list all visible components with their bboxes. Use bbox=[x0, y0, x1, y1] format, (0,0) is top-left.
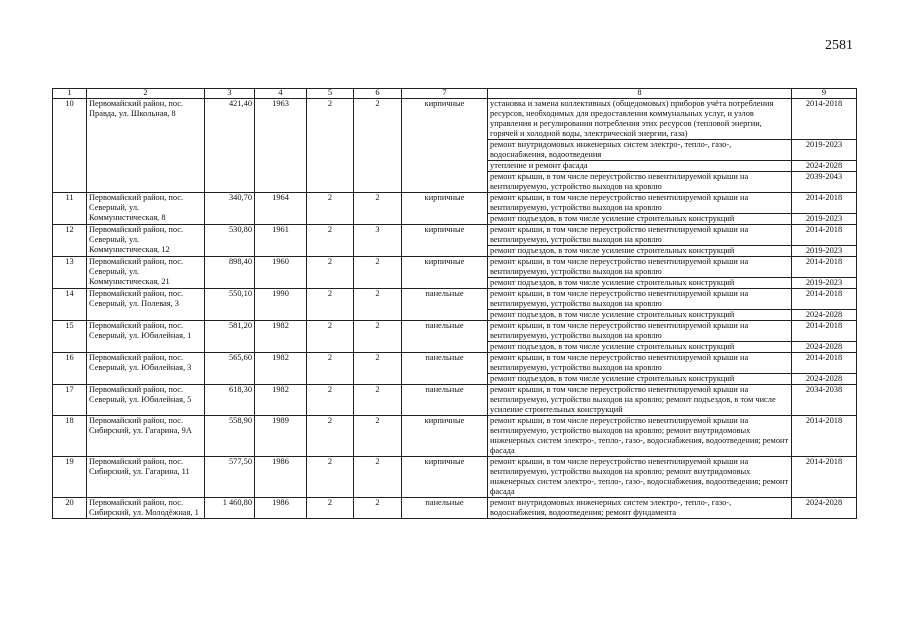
work-description-cell: ремонт крыши, в том числе переустройство невентилируемой крыши на вентилируемую, устройство выходов на кровлю; ремонт подъездов, в том числе усиление строительных конструкций bbox=[488, 385, 792, 416]
year-cell: 1990 bbox=[255, 289, 307, 321]
work-period-cell: 2039-2043 bbox=[792, 172, 857, 193]
wall-material-cell: кирпичные bbox=[402, 416, 488, 457]
year-cell: 1982 bbox=[255, 321, 307, 353]
work-description-cell: ремонт подъездов, в том числе усиление строительных конструкций bbox=[488, 214, 792, 225]
table-row bbox=[53, 225, 857, 246]
work-period-cell: 2024-2028 bbox=[792, 161, 857, 172]
work-description-cell: ремонт крыши, в том числе переустройство невентилируемой крыши на вентилируемую, устройство выходов на кровлю; ремонт внутридомовых инженерных систем электро-, тепло-, газо-, водоснабжения, водоотведения; ремонт фасада bbox=[488, 457, 792, 498]
area-cell: 1 460,80 bbox=[205, 498, 255, 519]
column-header: 4 bbox=[255, 89, 307, 99]
work-period-cell: 2014-2018 bbox=[792, 257, 857, 278]
wall-material-cell: кирпичные bbox=[402, 99, 488, 193]
entrances-cell: 3 bbox=[354, 225, 402, 257]
wall-material-cell: кирпичные bbox=[402, 193, 488, 225]
floors-cell: 2 bbox=[307, 289, 354, 321]
work-description-cell: ремонт крыши, в том числе переустройство невентилируемой крыши на вентилируемую, устройство выходов на кровлю bbox=[488, 172, 792, 193]
year-cell: 1986 bbox=[255, 457, 307, 498]
row-number-cell: 12 bbox=[53, 225, 87, 257]
work-period-cell: 2014-2018 bbox=[792, 416, 857, 457]
work-period-cell: 2014-2018 bbox=[792, 289, 857, 310]
column-header: 1 bbox=[53, 89, 87, 99]
repair-program-table bbox=[52, 88, 857, 519]
area-cell: 550,10 bbox=[205, 289, 255, 321]
address-cell: Первомайский район, пос. Сибирский, ул. Молодёжная, 1 bbox=[87, 498, 205, 519]
work-description-cell: ремонт крыши, в том числе переустройство невентилируемой крыши на вентилируемую, устройство выходов на кровлю bbox=[488, 257, 792, 278]
table-row bbox=[53, 289, 857, 310]
wall-material-cell: панельные bbox=[402, 353, 488, 385]
address-cell: Первомайский район, пос. Северный, ул. Юбилейная, 5 bbox=[87, 385, 205, 416]
floors-cell: 2 bbox=[307, 353, 354, 385]
area-cell: 577,50 bbox=[205, 457, 255, 498]
work-description-cell: ремонт крыши, в том числе переустройство невентилируемой крыши на вентилируемую, устройство выходов на кровлю bbox=[488, 193, 792, 214]
work-description-cell: ремонт подъездов, в том числе усиление строительных конструкций bbox=[488, 342, 792, 353]
area-cell: 565,60 bbox=[205, 353, 255, 385]
work-period-cell: 2019-2023 bbox=[792, 214, 857, 225]
wall-material-cell: панельные bbox=[402, 321, 488, 353]
work-description-cell: ремонт внутридомовых инженерных систем электро-, тепло-, газо-, водоснабжения, водоотведения bbox=[488, 140, 792, 161]
area-cell: 898,40 bbox=[205, 257, 255, 289]
wall-material-cell: кирпичные bbox=[402, 257, 488, 289]
wall-material-cell: панельные bbox=[402, 289, 488, 321]
address-cell: Первомайский район, пос. Северный, ул. Коммунистическая, 8 bbox=[87, 193, 205, 225]
entrances-cell: 2 bbox=[354, 498, 402, 519]
table-row bbox=[53, 257, 857, 278]
floors-cell: 2 bbox=[307, 385, 354, 416]
work-description-cell: ремонт крыши, в том числе переустройство невентилируемой крыши на вентилируемую, устройство выходов на кровлю bbox=[488, 225, 792, 246]
row-number-cell: 16 bbox=[53, 353, 87, 385]
area-cell: 340,70 bbox=[205, 193, 255, 225]
work-period-cell: 2019-2023 bbox=[792, 246, 857, 257]
work-period-cell: 2024-2028 bbox=[792, 498, 857, 519]
work-description-cell: ремонт крыши, в том числе переустройство невентилируемой крыши на вентилируемую, устройство выходов на кровлю bbox=[488, 353, 792, 374]
entrances-cell: 2 bbox=[354, 257, 402, 289]
column-header: 2 bbox=[87, 89, 205, 99]
year-cell: 1982 bbox=[255, 353, 307, 385]
table-row bbox=[53, 193, 857, 214]
floors-cell: 2 bbox=[307, 457, 354, 498]
area-cell: 421,40 bbox=[205, 99, 255, 193]
year-cell: 1989 bbox=[255, 416, 307, 457]
address-cell: Первомайский район, пос. Сибирский, ул. Гагарина, 9А bbox=[87, 416, 205, 457]
address-cell: Первомайский район, пос. Северный, ул. Коммунистическая, 21 bbox=[87, 257, 205, 289]
work-description-cell: ремонт крыши, в том числе переустройство невентилируемой крыши на вентилируемую, устройство выходов на кровлю bbox=[488, 289, 792, 310]
floors-cell: 2 bbox=[307, 257, 354, 289]
work-period-cell: 2034-2038 bbox=[792, 385, 857, 416]
work-period-cell: 2024-2028 bbox=[792, 374, 857, 385]
row-number-cell: 11 bbox=[53, 193, 87, 225]
work-period-cell: 2014-2018 bbox=[792, 457, 857, 498]
table-body bbox=[53, 89, 857, 519]
floors-cell: 2 bbox=[307, 193, 354, 225]
floors-cell: 2 bbox=[307, 321, 354, 353]
entrances-cell: 2 bbox=[354, 289, 402, 321]
work-period-cell: 2014-2018 bbox=[792, 225, 857, 246]
work-description-cell: ремонт крыши, в том числе переустройство невентилируемой крыши на вентилируемую, устройство выходов на кровлю bbox=[488, 321, 792, 342]
work-description-cell: ремонт подъездов, в том числе усиление строительных конструкций bbox=[488, 310, 792, 321]
row-number-cell: 17 bbox=[53, 385, 87, 416]
entrances-cell: 2 bbox=[354, 416, 402, 457]
year-cell: 1963 bbox=[255, 99, 307, 193]
year-cell: 1964 bbox=[255, 193, 307, 225]
floors-cell: 2 bbox=[307, 99, 354, 193]
work-period-cell: 2019-2023 bbox=[792, 278, 857, 289]
column-header: 3 bbox=[205, 89, 255, 99]
table-row bbox=[53, 498, 857, 519]
table-row bbox=[53, 457, 857, 498]
work-period-cell: 2024-2028 bbox=[792, 310, 857, 321]
address-cell: Первомайский район, пос. Сибирский, ул. Гагарина, 11 bbox=[87, 457, 205, 498]
address-cell: Первомайский район, пос. Северный, ул. Полевая, 3 bbox=[87, 289, 205, 321]
area-cell: 530,80 bbox=[205, 225, 255, 257]
table-row bbox=[53, 385, 857, 416]
table-row bbox=[53, 321, 857, 342]
area-cell: 618,30 bbox=[205, 385, 255, 416]
row-number-cell: 13 bbox=[53, 257, 87, 289]
floors-cell: 2 bbox=[307, 416, 354, 457]
entrances-cell: 2 bbox=[354, 353, 402, 385]
column-header: 8 bbox=[488, 89, 792, 99]
work-period-cell: 2024-2028 bbox=[792, 342, 857, 353]
table-row bbox=[53, 416, 857, 457]
year-cell: 1986 bbox=[255, 498, 307, 519]
area-cell: 558,90 bbox=[205, 416, 255, 457]
column-header: 6 bbox=[354, 89, 402, 99]
entrances-cell: 2 bbox=[354, 385, 402, 416]
wall-material-cell: панельные bbox=[402, 498, 488, 519]
address-cell: Первомайский район, пос. Северный, ул. Юбилейная, 3 bbox=[87, 353, 205, 385]
wall-material-cell: кирпичные bbox=[402, 225, 488, 257]
year-cell: 1982 bbox=[255, 385, 307, 416]
work-description-cell: ремонт подъездов, в том числе усиление строительных конструкций bbox=[488, 374, 792, 385]
row-number-cell: 14 bbox=[53, 289, 87, 321]
column-header: 5 bbox=[307, 89, 354, 99]
page-number: 2581 bbox=[825, 38, 853, 53]
work-description-cell: ремонт подъездов, в том числе усиление строительных конструкций bbox=[488, 246, 792, 257]
work-period-cell: 2014-2018 bbox=[792, 353, 857, 374]
year-cell: 1960 bbox=[255, 257, 307, 289]
floors-cell: 2 bbox=[307, 498, 354, 519]
wall-material-cell: панельные bbox=[402, 385, 488, 416]
wall-material-cell: кирпичные bbox=[402, 457, 488, 498]
row-number-cell: 18 bbox=[53, 416, 87, 457]
entrances-cell: 2 bbox=[354, 457, 402, 498]
address-cell: Первомайский район, пос. Правда, ул. Школьная, 8 bbox=[87, 99, 205, 193]
work-description-cell: утепление и ремонт фасада bbox=[488, 161, 792, 172]
address-cell: Первомайский район, пос. Северный, ул. Коммунистическая, 12 bbox=[87, 225, 205, 257]
table-row bbox=[53, 99, 857, 140]
header-row bbox=[53, 89, 857, 99]
column-header: 9 bbox=[792, 89, 857, 99]
entrances-cell: 2 bbox=[354, 321, 402, 353]
address-cell: Первомайский район, пос. Северный, ул. Юбилейная, 1 bbox=[87, 321, 205, 353]
row-number-cell: 20 bbox=[53, 498, 87, 519]
entrances-cell: 2 bbox=[354, 193, 402, 225]
table-row bbox=[53, 353, 857, 374]
work-period-cell: 2019-2023 bbox=[792, 140, 857, 161]
year-cell: 1961 bbox=[255, 225, 307, 257]
work-period-cell: 2014-2018 bbox=[792, 99, 857, 140]
floors-cell: 2 bbox=[307, 225, 354, 257]
row-number-cell: 15 bbox=[53, 321, 87, 353]
entrances-cell: 2 bbox=[354, 99, 402, 193]
work-period-cell: 2014-2018 bbox=[792, 193, 857, 214]
row-number-cell: 10 bbox=[53, 99, 87, 193]
work-period-cell: 2014-2018 bbox=[792, 321, 857, 342]
area-cell: 581,20 bbox=[205, 321, 255, 353]
work-description-cell: ремонт внутридомовых инженерных систем электро-, тепло-, газо-, водоснабжения, водоотведения; ремонт фундамента bbox=[488, 498, 792, 519]
work-description-cell: ремонт подъездов, в том числе усиление строительных конструкций bbox=[488, 278, 792, 289]
column-header: 7 bbox=[402, 89, 488, 99]
work-description-cell: установка и замена коллективных (общедомовых) приборов учёта потребления ресурсов, необходимых для предоставления коммунальных услуг, и узлов управления и регулирования потребления этих ресурсов (тепловой энергии, горячей и холодной воды, электрической энергии, газа) bbox=[488, 99, 792, 140]
row-number-cell: 19 bbox=[53, 457, 87, 498]
work-description-cell: ремонт крыши, в том числе переустройство невентилируемой крыши на вентилируемую, устройство выходов на кровлю; ремонт внутридомовых инженерных систем электро-, тепло-, газо-, водоснабжения, водоотведения; ремонт фасада bbox=[488, 416, 792, 457]
